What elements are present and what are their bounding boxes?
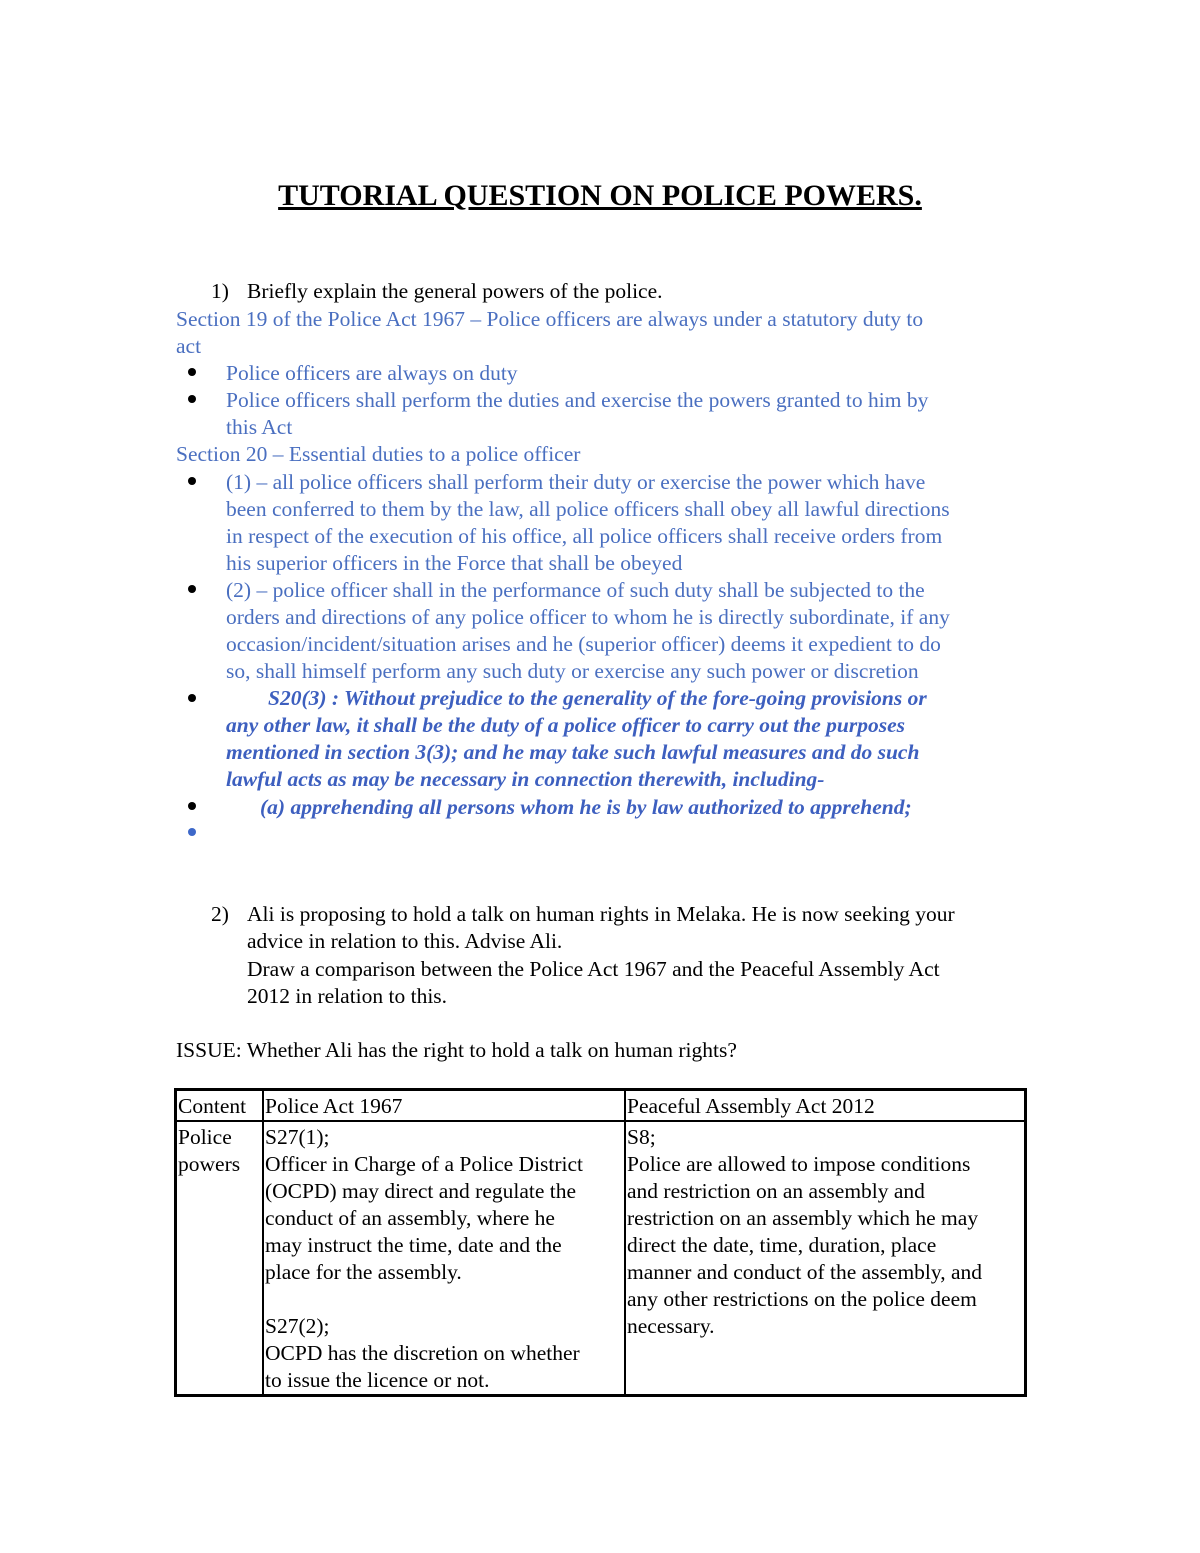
table-cell-content: Police powers xyxy=(176,1121,264,1396)
bullet-icon xyxy=(188,395,196,403)
table-row xyxy=(176,1121,1026,1396)
s19-line-1: Section 19 of the Police Act 1967 – Police officers are always under a statutory duty to xyxy=(176,307,924,331)
question-1 xyxy=(211,278,1111,305)
s20-bullet-2-line-3: occasion/incident/situation arises and he (superior officer) deems it expedient to do xyxy=(226,632,941,656)
s19-bullet-2-line-2: this Act xyxy=(226,415,293,439)
table-cell-peaceful-assembly-act: S8; Police are allowed to impose conditions and restriction on an assembly and restriction on an assembly which he may direct the date, time, duration, place manner and conduct of the assembly, and any other restrictions on the police deem necessary. xyxy=(625,1121,1026,1396)
table-header-cell: Police Act 1967 xyxy=(263,1090,625,1122)
bullet-icon xyxy=(188,368,196,376)
bullet-icon xyxy=(188,828,196,836)
s20-3-line-3: mentioned in section 3(3); and he may take such lawful measures and do such xyxy=(226,740,920,764)
s20-heading: Section 20 – Essential duties to a police officer xyxy=(176,442,581,466)
s20-bullet-2-line-1: (2) – police officer shall in the performance of such duty shall be subjected to the xyxy=(226,578,925,602)
table-header-cell: Peaceful Assembly Act 2012 xyxy=(625,1090,1026,1122)
s20-3a-line: (a) apprehending all persons whom he is by law authorized to apprehend; xyxy=(260,795,912,819)
question-number: 1) xyxy=(211,279,229,303)
bullet-icon xyxy=(188,802,196,810)
s20-3-line-4: lawful acts as may be necessary in connection therewith, including- xyxy=(226,767,825,791)
issue-statement: ISSUE: Whether Ali has the right to hold a talk on human rights? xyxy=(176,1038,737,1062)
s20-3-line-1: S20(3) : Without prejudice to the generality of the fore-going provisions or xyxy=(268,686,927,710)
s19-bullet-1: Police officers are always on duty xyxy=(226,361,518,385)
s20-bullet-1-line-1: (1) – all police officers shall perform their duty or exercise the power which have xyxy=(226,470,926,494)
s20-bullet-2-line-4: so, shall himself perform any such duty or exercise any such power or discretion xyxy=(226,659,919,683)
question-2 xyxy=(211,901,1111,1011)
table-header-cell: Content xyxy=(176,1090,264,1122)
s20-bullet-1-line-3: in respect of the execution of his office, all police officers shall receive orders from xyxy=(226,524,943,548)
question-2-line-1: Ali is proposing to hold a talk on human rights in Melaka. He is now seeking your xyxy=(247,902,955,926)
table-cell-police-act: S27(1); Officer in Charge of a Police District (OCPD) may direct and regulate the conduct of an assembly, where he may instruct the time, date and the place for the assembly. S27(2); OCPD has the discretion on whether to issue the licence or not. xyxy=(263,1121,625,1396)
bullet-icon xyxy=(188,585,196,593)
s20-bullet-1-line-4: his superior officers in the Force that shall be obeyed xyxy=(226,551,683,575)
bullet-icon xyxy=(188,477,196,485)
page-title: TUTORIAL QUESTION ON POLICE POWERS. xyxy=(278,179,922,212)
s20-bullet-2-line-2: orders and directions of any police officer to whom he is directly subordinate, if any xyxy=(226,605,950,629)
s19-line-2: act xyxy=(176,334,202,358)
comparison-table xyxy=(174,1088,1027,1397)
s20-bullet-1-line-2: been conferred to them by the law, all police officers shall obey all lawful directions xyxy=(226,497,950,521)
bullet-icon xyxy=(188,694,196,702)
s19-bullet-2-line-1: Police officers shall perform the duties and exercise the powers granted to him by xyxy=(226,388,929,412)
question-number: 2) xyxy=(211,902,229,926)
question-2-line-4: 2012 in relation to this. xyxy=(247,984,448,1008)
question-text: Briefly explain the general powers of the police. xyxy=(247,279,663,303)
table-header-row xyxy=(176,1090,1026,1122)
question-2-line-2: advice in relation to this. Advise Ali. xyxy=(247,929,563,953)
question-2-line-3: Draw a comparison between the Police Act 1967 and the Peaceful Assembly Act xyxy=(247,957,940,981)
s20-3-line-2: any other law, it shall be the duty of a police officer to carry out the purposes xyxy=(226,713,906,737)
